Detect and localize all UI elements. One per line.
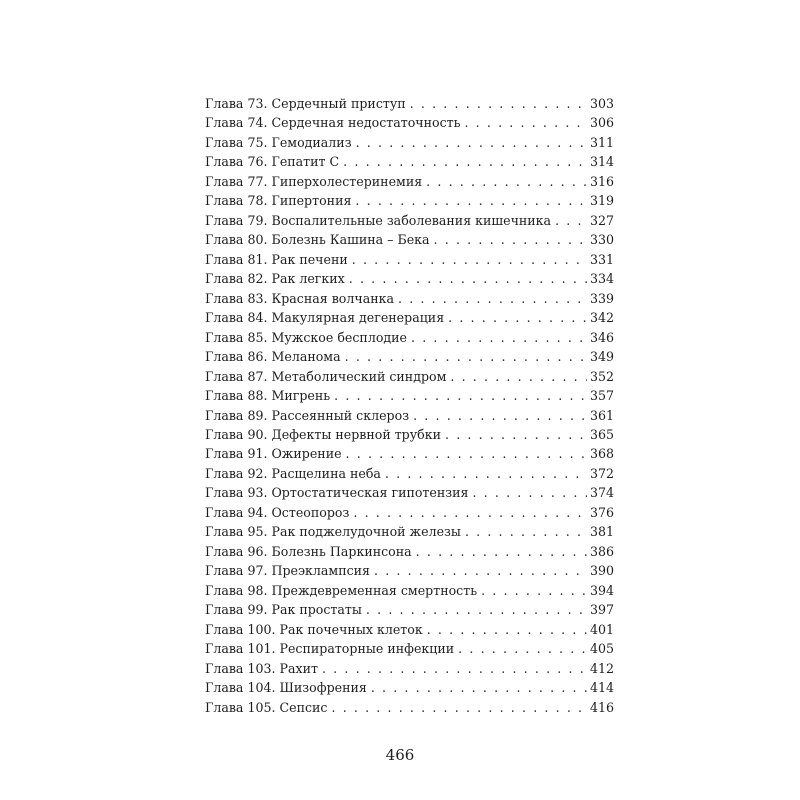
toc-entry-title: Глава 99. Рак простаты <box>205 602 362 618</box>
dot-leader <box>374 563 587 578</box>
toc-entry <box>205 680 614 699</box>
toc-entry-page-number: 342 <box>589 310 614 326</box>
toc-entry-title: Глава 79. Воспалительные заболевания кишечника <box>205 212 552 228</box>
toc-entry-page-number: 319 <box>589 193 614 209</box>
toc-entry <box>205 641 614 660</box>
toc-entry-page-number: 327 <box>589 212 614 228</box>
toc-entry <box>205 135 614 154</box>
dot-leader <box>349 271 587 286</box>
dot-leader <box>434 232 587 247</box>
dot-leader <box>385 466 587 481</box>
toc-entry-title: Глава 75. Гемодиализ <box>205 134 352 150</box>
dot-leader <box>413 408 587 423</box>
toc-entry-title: Глава 86. Меланома <box>205 349 341 365</box>
toc-entry-page-number: 346 <box>589 329 614 345</box>
dot-leader <box>371 680 587 695</box>
toc-entry-page-number: 365 <box>589 426 614 442</box>
toc-entry-page-number: 386 <box>589 543 614 559</box>
toc-entry-title: Глава 74. Сердечная недостаточность <box>205 115 461 131</box>
toc-entry <box>205 174 614 193</box>
toc-entry <box>205 271 614 290</box>
toc-entry <box>205 330 614 349</box>
toc-entry-title: Глава 82. Рак легких <box>205 271 345 287</box>
toc-entry-page-number: 416 <box>589 699 614 715</box>
dot-leader <box>346 446 587 461</box>
dot-leader <box>352 252 587 267</box>
toc-entry-title: Глава 85. Мужское бесплодие <box>205 329 407 345</box>
dot-leader <box>398 291 587 306</box>
toc-entry-title: Глава 83. Красная волчанка <box>205 290 394 306</box>
toc-entry-title: Глава 84. Макулярная дегенерация <box>205 310 445 326</box>
toc-entry-title: Глава 80. Болезнь Кашина – Бека <box>205 232 430 248</box>
toc-entry-title: Глава 97. Преэклампсия <box>205 563 370 579</box>
toc-entry-page-number: 401 <box>589 621 614 637</box>
toc-entry-title: Глава 100. Рак почечных клеток <box>205 621 423 637</box>
toc-entry-page-number: 349 <box>589 349 614 365</box>
toc-entry-title: Глава 105. Сепсис <box>205 699 328 715</box>
toc-entry-title: Глава 87. Метаболический синдром <box>205 368 447 384</box>
toc-entry <box>205 213 614 232</box>
toc-entry-title: Глава 90. Дефекты нервной трубки <box>205 426 442 442</box>
toc-entry <box>205 388 614 407</box>
dot-leader <box>465 524 587 539</box>
toc-entry <box>205 544 614 563</box>
toc-entry-title: Глава 96. Болезнь Паркинсона <box>205 543 412 559</box>
dot-leader <box>356 135 587 150</box>
toc-entry-page-number: 397 <box>589 602 614 618</box>
toc-entry-page-number: 412 <box>589 660 614 676</box>
toc-entry-title: Глава 104. Шизофрения <box>205 680 367 696</box>
toc-entry <box>205 408 614 427</box>
dot-leader <box>416 544 587 559</box>
toc-entry <box>205 583 614 602</box>
dot-leader <box>345 349 587 364</box>
toc-entry <box>205 96 614 115</box>
table-of-contents <box>205 96 614 719</box>
toc-entry <box>205 622 614 641</box>
toc-entry-title: Глава 81. Рак печени <box>205 251 348 267</box>
dot-leader <box>464 115 586 130</box>
dot-leader <box>458 641 587 656</box>
toc-entry <box>205 700 614 719</box>
dot-leader <box>410 96 587 111</box>
toc-entry <box>205 446 614 465</box>
toc-entry-page-number: 376 <box>589 504 614 520</box>
toc-entry <box>205 505 614 524</box>
toc-entry <box>205 563 614 582</box>
dot-leader <box>426 174 587 189</box>
toc-entry <box>205 291 614 310</box>
toc-entry-page-number: 311 <box>589 134 614 150</box>
toc-entry <box>205 232 614 251</box>
toc-entry-title: Глава 76. Гепатит С <box>205 154 340 170</box>
toc-entry-page-number: 372 <box>589 465 614 481</box>
toc-entry <box>205 661 614 680</box>
dot-leader <box>322 661 587 676</box>
toc-entry-page-number: 374 <box>589 485 614 501</box>
page-number: 466 <box>385 746 415 764</box>
toc-entry-title: Глава 95. Рак поджелудочной железы <box>205 524 461 540</box>
toc-entry <box>205 115 614 134</box>
dot-leader <box>411 330 587 345</box>
toc-entry-page-number: 352 <box>589 368 614 384</box>
toc-entry-title: Глава 94. Остеопороз <box>205 504 350 520</box>
toc-entry <box>205 369 614 388</box>
toc-entry <box>205 154 614 173</box>
toc-entry-page-number: 339 <box>589 290 614 306</box>
toc-entry-page-number: 368 <box>589 446 614 462</box>
toc-entry-title: Глава 89. Рассеянный склероз <box>205 407 410 423</box>
toc-entry-title: Глава 91. Ожирение <box>205 446 342 462</box>
dot-leader <box>366 602 587 617</box>
toc-entry-page-number: 405 <box>589 641 614 657</box>
toc-entry-title: Глава 77. Гиперхолестеринемия <box>205 173 423 189</box>
toc-entry-title: Глава 101. Респираторные инфекции <box>205 641 455 657</box>
toc-entry-page-number: 414 <box>589 680 614 696</box>
toc-entry-title: Глава 73. Сердечный приступ <box>205 96 406 111</box>
toc-entry-page-number: 361 <box>589 407 614 423</box>
dot-leader <box>472 485 586 500</box>
dot-leader <box>427 622 587 637</box>
toc-entry-page-number: 303 <box>589 96 614 111</box>
toc-entry-title: Глава 78. Гипертония <box>205 193 352 209</box>
toc-entry-title: Глава 93. Ортостатическая гипотензия <box>205 485 469 501</box>
dot-leader <box>448 310 587 325</box>
toc-entry-page-number: 316 <box>589 173 614 189</box>
toc-entry-page-number: 334 <box>589 271 614 287</box>
toc-entry <box>205 349 614 368</box>
toc-entry-title: Глава 88. Мигрень <box>205 388 331 404</box>
dot-leader <box>445 427 587 442</box>
dot-leader <box>343 154 587 169</box>
toc-entry <box>205 524 614 543</box>
dot-leader <box>355 193 587 208</box>
toc-entry <box>205 193 614 212</box>
toc-entry <box>205 602 614 621</box>
toc-entry-title: Глава 103. Рахит <box>205 660 318 676</box>
toc-entry-title: Глава 98. Преждевременная смертность <box>205 582 478 598</box>
toc-entry-page-number: 394 <box>589 582 614 598</box>
dot-leader <box>450 369 587 384</box>
dot-leader <box>555 213 587 228</box>
toc-entry-page-number: 357 <box>589 388 614 404</box>
dot-leader <box>334 388 587 403</box>
toc-entry <box>205 485 614 504</box>
dot-leader <box>353 505 587 520</box>
toc-entry <box>205 252 614 271</box>
toc-entry-page-number: 306 <box>589 115 614 131</box>
toc-entry-page-number: 381 <box>589 524 614 540</box>
toc-entry-page-number: 331 <box>589 251 614 267</box>
dot-leader <box>331 700 586 715</box>
toc-entry <box>205 310 614 329</box>
dot-leader <box>481 583 587 598</box>
toc-entry <box>205 466 614 485</box>
toc-entry-title: Глава 92. Расщелина неба <box>205 465 381 481</box>
toc-entry-page-number: 330 <box>589 232 614 248</box>
toc-entry-page-number: 390 <box>589 563 614 579</box>
toc-entry-page-number: 314 <box>589 154 614 170</box>
toc-entry <box>205 427 614 446</box>
